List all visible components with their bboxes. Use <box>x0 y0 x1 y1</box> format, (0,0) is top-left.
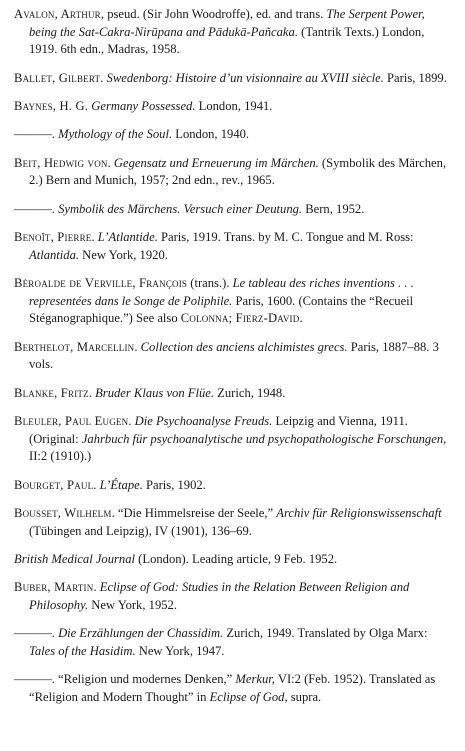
entry-title: L’Atlantide. <box>97 230 158 245</box>
bibliography-entry <box>14 385 453 403</box>
entry-text: New York, 1920. <box>79 247 168 262</box>
entry-text: . <box>91 230 98 245</box>
entry-title: L’Étape. <box>99 477 143 492</box>
entry-text: . “Die Himmelsreise der Seele,” <box>111 506 277 521</box>
entry-title: Mythology of the Soul. <box>58 127 173 142</box>
entry-text: . “Religion und modernes Denken,” <box>51 672 236 687</box>
entry-author: Berthelot, Marcellin <box>14 339 135 354</box>
entry-title: The Serpent Power, being the Sat-Cakra-Nirūpana and Pādukā-Pañcaka. <box>29 7 425 39</box>
entry-author: Blanke, Fritz <box>14 385 89 400</box>
entry-text: Leipzig and Vienna, 1911. (Original: <box>29 414 408 446</box>
entry-ditto-dash: ——— <box>14 127 52 142</box>
bibliography-entry <box>14 505 453 540</box>
entry-title: British Medical Journal <box>14 552 136 567</box>
bibliography-entry <box>14 155 453 190</box>
bibliography-entry <box>14 70 453 88</box>
entry-title: Bruder Klaus von Flüe. <box>95 385 215 400</box>
bibliography-entry <box>14 98 453 116</box>
entry-text: supra. <box>287 689 322 704</box>
entry-text: Bern, 1952. <box>302 201 365 216</box>
bibliography-entry <box>14 126 453 144</box>
entry-title: Eclipse of God, <box>209 689 288 704</box>
entry-text: II:2 (1910).) <box>29 449 92 464</box>
entry-author: Bousset, Wilhelm <box>14 506 112 521</box>
entry-author: Baynes, H. G. <box>14 98 89 113</box>
entry-ditto-dash: ——— <box>14 672 52 687</box>
entry-text: . <box>93 477 100 492</box>
entry-text: . <box>93 580 100 595</box>
bibliography-entry <box>14 551 453 569</box>
entry-text: Paris, 1899. <box>383 70 447 85</box>
entry-text: New York, 1947. <box>135 643 225 658</box>
entry-author: Bleuler, Paul Eugen <box>14 414 129 429</box>
entry-text: (London). Leading article, 9 Feb. 1952. <box>135 552 338 567</box>
entry-text: New York, 1952. <box>88 598 177 612</box>
entry-title: Atlantida. <box>29 247 80 262</box>
entry-text: London, 1940. <box>172 127 250 142</box>
entry-text: (Tantrik Texts.) London, 1919. 6th edn., Madras, 1958. <box>29 24 425 57</box>
bibliography-entry <box>14 275 453 328</box>
entry-title: Die Erzählungen der Chassidim. <box>58 626 224 641</box>
entry-text: . <box>88 385 96 400</box>
entry-text: , pseud. (Sir John Woodroffe), ed. and trans. <box>100 7 327 21</box>
entry-text: . <box>134 339 141 354</box>
entry-title: Collection des anciens alchimistes grecs. <box>140 339 348 354</box>
entry-author: Beit, Hedwig von <box>14 155 108 170</box>
entry-text: . <box>107 155 114 170</box>
entry-text: Paris, 1887–88. 3 vols. <box>29 339 439 372</box>
entry-title: Swedenborg: Histoire d’un visionnaire au XVIII siècle. <box>106 70 384 85</box>
entry-title: Le tableau des riches inventions . . . representées dans le Songe de Poliphile. <box>29 276 414 308</box>
entry-title: Die Psychoanalyse Freuds. <box>134 414 273 429</box>
entry-title: Tales of the Hasidim. <box>29 643 136 658</box>
entry-text: Paris, 1600. (Contains the “Recueil Stéganographique.”) See also <box>29 293 414 326</box>
entry-text: London, 1941. <box>195 98 273 113</box>
entry-text: VI:2 (Feb. 1952). Translated as “Religion and Modern Thought” in <box>29 672 436 704</box>
bibliography-entry <box>14 201 453 219</box>
entry-author: Buber, Martin <box>14 580 94 595</box>
entry-text: (Symbolik des Märchen, 2.) Bern and Munich, 1957; 2nd edn., rev., 1965. <box>29 155 447 188</box>
bibliography-entry <box>14 625 453 660</box>
entry-text: Paris, 1919. Trans. by M. C. Tongue and M. Ross: <box>157 230 414 245</box>
entry-text: . <box>51 201 59 216</box>
bibliography-entry <box>14 413 453 466</box>
entry-title: Jahrbuch für psychoanalytische und psychopathologische Forschungen, <box>81 431 447 446</box>
bibliography-entry <box>14 339 453 374</box>
entry-ditto-dash: ——— <box>14 201 52 216</box>
entry-text: (trans.). <box>187 276 233 291</box>
entry-text: . <box>299 311 303 326</box>
entry-text: Zurich, 1948. <box>214 385 286 400</box>
entry-text: Zurich, 1949. Translated by Olga Marx: <box>223 626 428 641</box>
entry-title: Germany Possessed. <box>91 98 196 113</box>
entry-author: Ballet, Gilbert <box>14 70 101 85</box>
entry-text: . <box>51 127 59 142</box>
entry-author: Bourget, Paul <box>14 477 94 492</box>
bibliography-entry <box>14 6 453 59</box>
entry-text: . <box>51 626 59 641</box>
entry-title: Archiv für Religionswissenschaft <box>276 506 442 521</box>
bibliography-entry <box>14 229 453 264</box>
entry-title: Merkur, <box>235 672 275 687</box>
entry-ditto-dash: ——— <box>14 626 52 641</box>
entry-text: (Tübingen and Leipzig), IV (1901), 136–69. <box>29 523 252 538</box>
entry-title: Eclipse of God: Studies in the Relation Between Religion and Philosophy. <box>29 580 410 612</box>
entry-text: . <box>100 70 107 85</box>
entry-title: Symbolik des Märchens. Versuch einer Deutung. <box>58 201 303 216</box>
entry-text: . <box>128 414 135 429</box>
bibliography-entry <box>14 477 453 495</box>
entry-author: Avalon, Arthur <box>14 7 101 21</box>
entry-cross-reference: Colonna; Fierz-David <box>180 311 300 326</box>
entry-title: Gegensatz und Erneuerung im Märchen. <box>113 155 319 170</box>
entry-author: Benoît, Pierre <box>14 230 92 245</box>
entry-text: Paris, 1902. <box>142 477 206 492</box>
bibliography-entry <box>14 579 453 614</box>
bibliography-entry <box>14 671 453 706</box>
entry-author: Béroalde de Verville, François <box>14 276 188 291</box>
